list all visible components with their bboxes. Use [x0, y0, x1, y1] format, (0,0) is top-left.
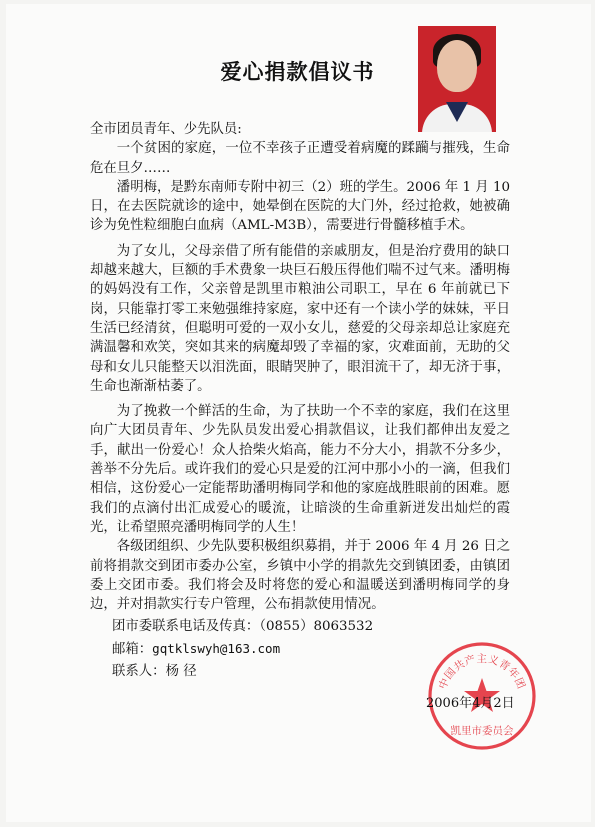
svg-text:中国共产主义青年团: 中国共产主义青年团 [436, 653, 528, 692]
person-name: 杨 径 [165, 664, 197, 679]
paragraph-instructions: 各级团组织、少先队要积极组织募捐，并于 2006 年 4 月 26 日之前将捐款交到团市委办公室，乡镇中小学的捐款先交到镇团委，由镇团委上交团市委。我们将会及时将您的爱心和温暖送到潘明梅同学的身边，并对捐款实行专户管理，公布捐款使用情况。 [90, 539, 510, 613]
document-date: 2006年4月2日 [426, 696, 515, 711]
paragraph-appeal: 为了挽救一个鲜活的生命，为了扶助一个不幸的家庭，我们在这里向广大团员青年、少先队员发出爱心捐款倡议，让我们都伸出友爱之手，献出一份爱心！众人拾柴火焰高，能力不分大小，捐款不分多少，善举不分先后。或许我们的爱心只是爱的江河中那小小的一滴，但我们相信，这份爱心一定能帮助潘明梅同学和他的家庭战胜眼前的困难。愿我们的点滴付出汇成爱心的暖流，让暗淡的生命重新迸发出灿烂的霞光，让希望照亮潘明梅同学的人生！ [90, 404, 510, 535]
letter-body [90, 120, 510, 614]
svg-text:凯里市委员会: 凯里市委员会 [450, 725, 514, 737]
contact-person-row [112, 661, 432, 683]
person-label: 联系人： [112, 664, 166, 679]
contact-email-row [112, 638, 432, 661]
contact-info [112, 616, 432, 683]
paragraph-intro: 一个贫困的家庭，一位不幸孩子正遭受着病魔的蹂躏与摧残，生命危在旦夕…… [90, 141, 510, 176]
paragraph-patient: 潘明梅，是黔东南师专附中初三（2）班的学生。2006 年 1 月 10 日，在去医院就诊的途中，她晕倒在医院的大门外，经过抢救，她被确诊为免性粒细胞白血病（AML-M3B），需要进行骨髓移植手术。 [90, 179, 510, 234]
phone-number: （0855）8063532 [259, 619, 374, 634]
document-title: 爱心捐款倡议书 [220, 60, 375, 84]
email-address: gqtklswyh@163.com [152, 641, 281, 656]
salutation: 全市团员青年、少先队员: [90, 122, 242, 137]
contact-phone-row [112, 616, 432, 638]
phone-label: 团市委联系电话及传真： [112, 619, 260, 634]
paragraph-family: 为了女儿，父母亲借了所有能借的亲戚朋友，但是治疗费用的缺口却越来越大，巨额的手术费象一块巨石般压得他们喘不过气来。潘明梅的妈妈没有工作，父亲曾是凯里市粮油公司职工，早在 6 年前就已下岗，只能靠打零工来勉强维持家庭，家中还有一个读小学的妹妹，平日生活已经清贫，但聪明可爱的一双小女儿，慈爱的父母亲却总让家庭充满温馨和欢笑，突如其来的病魔却毁了幸福的家，灾难面前，无助的父母和女儿只能整天以泪洗面，眼睛哭肿了，眼泪流干了，却无济于事，生命也渐渐枯萎了。 [90, 243, 510, 394]
email-label: 邮箱： [112, 642, 153, 657]
